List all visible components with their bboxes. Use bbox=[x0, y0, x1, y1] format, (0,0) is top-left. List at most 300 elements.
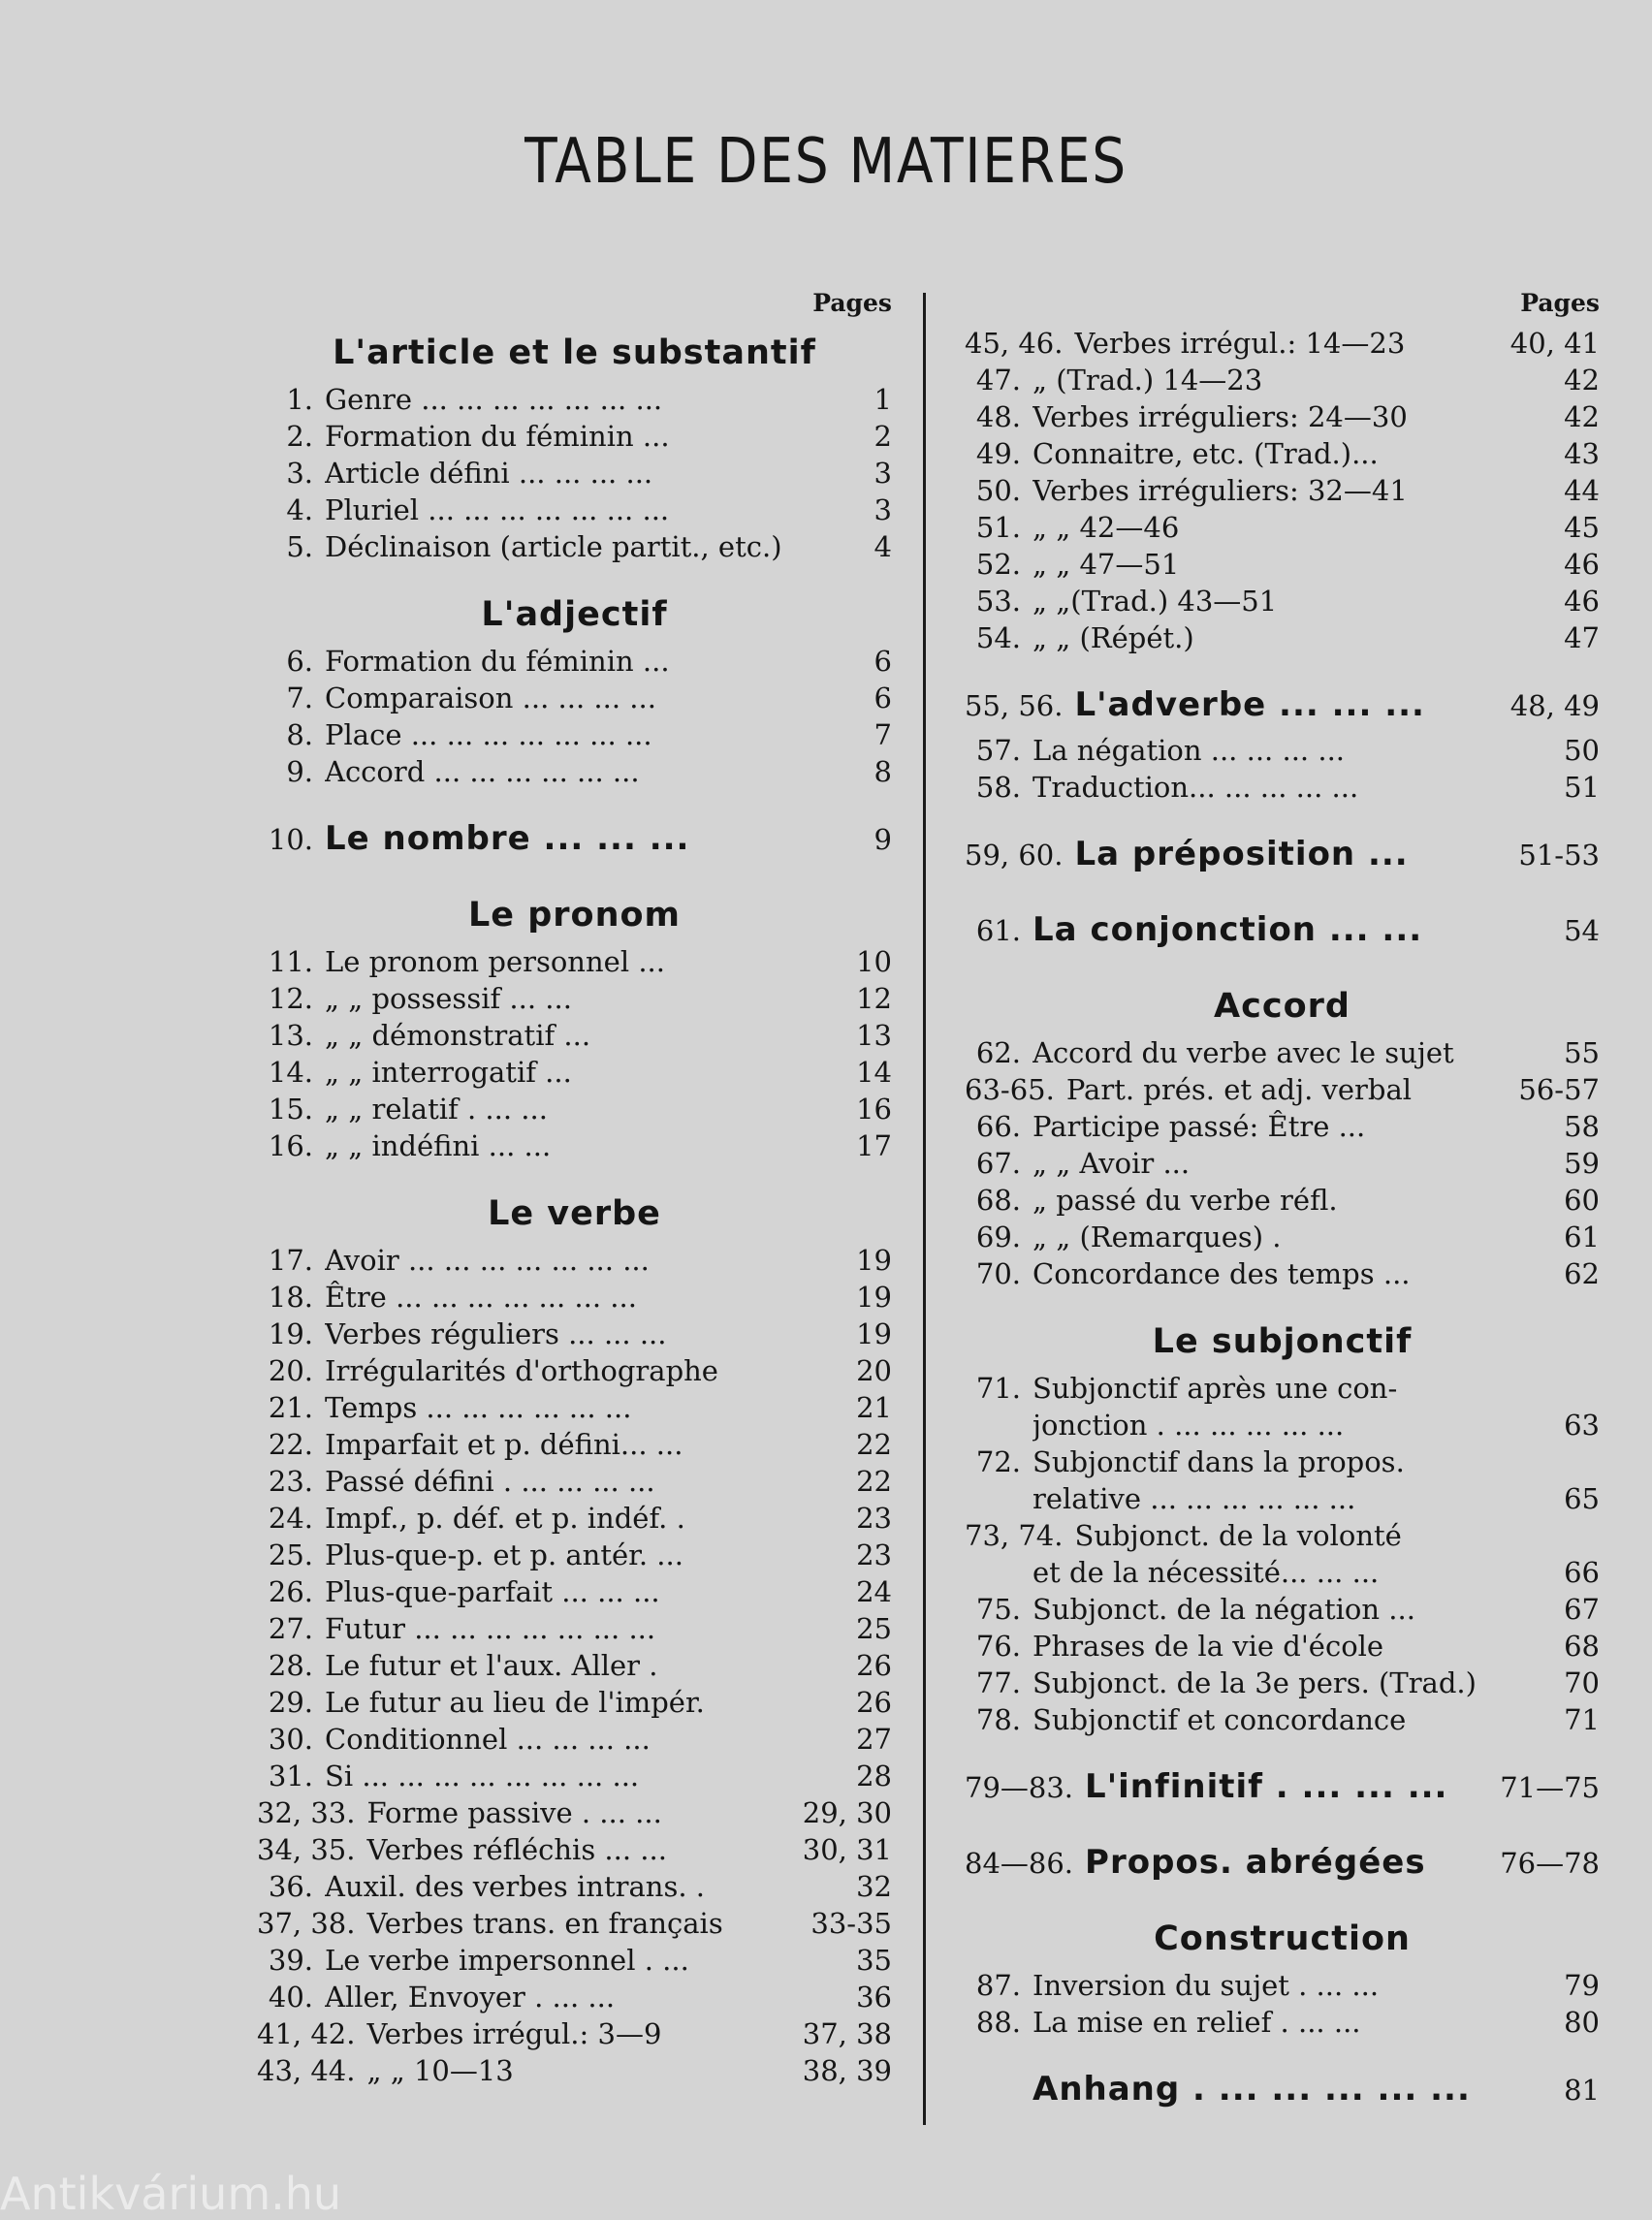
toc-entry[interactable] bbox=[257, 1316, 892, 1352]
entry-page: 14 bbox=[856, 1056, 892, 1089]
entry-title: Passé défini . ... ... ... ... bbox=[325, 1465, 655, 1498]
entry-page: 29, 30 bbox=[802, 1796, 892, 1829]
entry-number: 84—86. bbox=[965, 1847, 1074, 1880]
toc-entry[interactable] bbox=[965, 583, 1600, 619]
toc-entry[interactable] bbox=[257, 716, 892, 753]
entry-page: 42 bbox=[1564, 400, 1600, 433]
entry-number: 15. bbox=[268, 1093, 313, 1126]
toc-entry[interactable] bbox=[257, 1500, 892, 1537]
entry-number: 6. bbox=[286, 645, 313, 678]
entry-number: 47. bbox=[975, 364, 1021, 396]
entry-title: L'adverbe ... ... ... bbox=[1074, 685, 1425, 724]
entry-title: „ „ 47—51 bbox=[1032, 548, 1180, 581]
entry-title: Verbes trans. en français bbox=[366, 1907, 723, 1940]
entry-title: Phrases de la vie d'école bbox=[1032, 1630, 1384, 1663]
entry-title: relative ... ... ... ... ... ... bbox=[1032, 1482, 1356, 1515]
entry-page: 19 bbox=[856, 1317, 892, 1350]
toc-entry[interactable] bbox=[257, 1463, 892, 1500]
entry-title: Avoir ... ... ... ... ... ... ... bbox=[325, 1244, 650, 1277]
entry-title: Déclinaison (article partit., etc.) bbox=[325, 530, 782, 563]
entry-title: Participe passé: Être ... bbox=[1032, 1110, 1366, 1143]
entry-number: 87. bbox=[975, 1969, 1021, 2002]
toc-entry[interactable] bbox=[257, 1647, 892, 1684]
entry-title: Verbes irréguliers: 32—41 bbox=[1032, 474, 1408, 507]
entry-page: 16 bbox=[856, 1093, 892, 1126]
entry-page: 40, 41 bbox=[1509, 327, 1600, 360]
toc-entry[interactable] bbox=[257, 2015, 892, 2052]
entry-page: 21 bbox=[856, 1391, 892, 1424]
entry-page: 22 bbox=[856, 1428, 892, 1461]
entry-number: 20. bbox=[268, 1354, 313, 1387]
toc-entry[interactable] bbox=[257, 1352, 892, 1389]
toc-entry-anhang[interactable] bbox=[965, 2062, 1600, 2116]
entry-title: „ „ relatif . ... ... bbox=[325, 1093, 548, 1126]
entry-title: Si ... ... ... ... ... ... ... ... bbox=[325, 1760, 640, 1792]
toc-entry[interactable] bbox=[257, 1610, 892, 1647]
entry-number: 2. bbox=[286, 420, 313, 453]
entry-page: 80 bbox=[1564, 2006, 1600, 2039]
toc-entry[interactable] bbox=[965, 1628, 1600, 1665]
toc-entry[interactable] bbox=[965, 1370, 1600, 1407]
entry-title: Inversion du sujet . ... ... bbox=[1032, 1969, 1380, 2002]
toc-entry[interactable] bbox=[257, 418, 892, 455]
entry-title: Verbes irréguliers: 24—30 bbox=[1032, 400, 1408, 433]
watermark-text: Antikvárium.hu bbox=[0, 2168, 342, 2220]
entry-title: Le futur et l'aux. Aller . bbox=[325, 1649, 658, 1682]
entry-page: 76—78 bbox=[1500, 1847, 1600, 1880]
entry-page: 19 bbox=[856, 1281, 892, 1314]
toc-entry[interactable] bbox=[257, 1091, 892, 1127]
entry-page: 23 bbox=[856, 1538, 892, 1571]
toc-entry[interactable] bbox=[965, 546, 1600, 583]
entry-page: 30, 31 bbox=[802, 1833, 892, 1866]
entry-number: 72. bbox=[975, 1445, 1021, 1478]
entry-page: 32 bbox=[856, 1870, 892, 1903]
toc-entry[interactable] bbox=[965, 1145, 1600, 1182]
entry-page: 50 bbox=[1564, 734, 1600, 767]
toc-entry[interactable] bbox=[965, 1591, 1600, 1628]
entry-number: 17. bbox=[268, 1244, 313, 1277]
toc-entry[interactable] bbox=[257, 381, 892, 418]
toc-entry[interactable] bbox=[965, 1182, 1600, 1219]
toc-entry[interactable] bbox=[257, 811, 892, 866]
section-heading: Le verbe bbox=[488, 1194, 661, 1233]
toc-entry[interactable] bbox=[257, 1831, 892, 1868]
entry-title: „ „ indéfini ... ... bbox=[325, 1129, 552, 1162]
entry-page: 81 bbox=[1564, 2074, 1600, 2107]
entry-number: 51. bbox=[975, 511, 1021, 544]
toc-left-column bbox=[257, 281, 892, 2089]
entry-page: 51-53 bbox=[1518, 839, 1600, 872]
page-title: TABLE DES MATIERES bbox=[524, 126, 1128, 198]
toc-entry[interactable] bbox=[257, 643, 892, 680]
toc-right-column bbox=[965, 281, 1600, 2116]
entry-page: 24 bbox=[856, 1575, 892, 1608]
toc-entry[interactable] bbox=[257, 1794, 892, 1831]
toc-entry[interactable] bbox=[257, 1979, 892, 2015]
entry-page: 70 bbox=[1564, 1666, 1600, 1699]
section-heading: Accord bbox=[1214, 987, 1350, 1026]
pages-header-right: Pages bbox=[1520, 289, 1600, 317]
section-heading: Construction bbox=[1154, 1919, 1411, 1958]
entry-title: Verbes réguliers ... ... ... bbox=[325, 1317, 667, 1350]
entry-page: 3 bbox=[874, 457, 892, 490]
entry-title: Formation du féminin ... bbox=[325, 645, 670, 678]
entry-page: 48, 49 bbox=[1509, 689, 1600, 722]
entry-number: 71. bbox=[975, 1372, 1021, 1405]
entry-page: 6 bbox=[874, 645, 892, 678]
entry-number: 40. bbox=[268, 1981, 313, 2014]
toc-entry[interactable] bbox=[257, 1279, 892, 1316]
entry-title: et de la nécessité... ... ... bbox=[1032, 1556, 1380, 1589]
entry-page: 58 bbox=[1564, 1110, 1600, 1143]
entry-page: 9 bbox=[874, 823, 892, 856]
toc-entry[interactable] bbox=[965, 1701, 1600, 1738]
entry-number: 61. bbox=[975, 914, 1021, 947]
entry-title: Propos. abrégées bbox=[1085, 1843, 1426, 1882]
toc-entry-continued[interactable] bbox=[965, 1480, 1600, 1517]
toc-entry[interactable] bbox=[965, 732, 1600, 769]
entry-page: 56-57 bbox=[1518, 1073, 1600, 1106]
entry-number: 31. bbox=[268, 1760, 313, 1792]
entry-title: La préposition ... bbox=[1074, 835, 1409, 873]
entry-title: „ „ Avoir ... bbox=[1032, 1147, 1191, 1180]
entry-number: 75. bbox=[975, 1593, 1021, 1626]
entry-number: 45, 46. bbox=[965, 327, 1064, 360]
entry-page: 47 bbox=[1564, 621, 1600, 654]
entry-title: Impf., p. déf. et p. indéf. . bbox=[325, 1502, 685, 1535]
entry-page: 10 bbox=[856, 945, 892, 978]
entry-title: Pluriel ... ... ... ... ... ... ... bbox=[325, 493, 670, 526]
entry-title: „ „ interrogatif ... bbox=[325, 1056, 572, 1089]
entry-number: 29. bbox=[268, 1686, 313, 1719]
entry-page: 4 bbox=[874, 530, 892, 563]
entry-number: 27. bbox=[268, 1612, 313, 1645]
entry-number: 79—83. bbox=[965, 1771, 1074, 1804]
entry-number: 53. bbox=[975, 585, 1021, 618]
section-heading: Le subjonctif bbox=[1152, 1322, 1413, 1361]
column-divider bbox=[923, 293, 926, 2125]
toc-entry[interactable] bbox=[965, 325, 1600, 362]
entry-page: 59 bbox=[1564, 1147, 1600, 1180]
entry-number: 76. bbox=[975, 1630, 1021, 1663]
entry-number: 14. bbox=[268, 1056, 313, 1089]
entry-page: 55 bbox=[1564, 1036, 1600, 1069]
toc-entry[interactable] bbox=[965, 362, 1600, 398]
toc-entry-continued[interactable] bbox=[965, 1407, 1600, 1443]
entry-page: 44 bbox=[1564, 474, 1600, 507]
section-heading: Le pronom bbox=[467, 896, 682, 935]
entry-page: 2 bbox=[874, 420, 892, 453]
entry-number: 13. bbox=[268, 1019, 313, 1052]
toc-entry[interactable] bbox=[965, 769, 1600, 806]
entry-page: 17 bbox=[856, 1129, 892, 1162]
entry-title: Le nombre ... ... ... bbox=[325, 819, 690, 858]
entry-title: Place ... ... ... ... ... ... ... bbox=[325, 718, 652, 751]
entry-title: Aller, Envoyer . ... ... bbox=[325, 1981, 616, 2014]
toc-entry[interactable] bbox=[965, 435, 1600, 472]
entry-number: 48. bbox=[975, 400, 1021, 433]
entry-page: 36 bbox=[856, 1981, 892, 2014]
toc-entry[interactable] bbox=[965, 2004, 1600, 2041]
toc-entry[interactable] bbox=[257, 1684, 892, 1721]
section-heading: L'article et le substantif bbox=[333, 333, 816, 372]
toc-entry[interactable] bbox=[965, 1108, 1600, 1145]
toc-entry[interactable] bbox=[257, 1054, 892, 1091]
entry-number: 24. bbox=[268, 1502, 313, 1535]
entry-number: 88. bbox=[975, 2006, 1021, 2039]
entry-number: 25. bbox=[268, 1538, 313, 1571]
entry-page: 37, 38 bbox=[802, 2017, 892, 2050]
entry-page: 67 bbox=[1564, 1593, 1600, 1626]
entry-title: „ „ 10—13 bbox=[366, 2054, 514, 2087]
toc-entry[interactable] bbox=[965, 1071, 1600, 1108]
entry-title: „ „(Trad.) 43—51 bbox=[1032, 585, 1278, 618]
toc-entry[interactable] bbox=[965, 1967, 1600, 2004]
toc-entry[interactable] bbox=[257, 1017, 892, 1054]
entry-title: Traduction... ... ... ... ... bbox=[1032, 771, 1359, 804]
entry-page: 1 bbox=[874, 383, 892, 416]
toc-entry[interactable] bbox=[965, 1760, 1600, 1814]
entry-title: Connaitre, etc. (Trad.)... bbox=[1032, 437, 1379, 470]
entry-title: Auxil. des verbes intrans. . bbox=[325, 1870, 705, 1903]
entry-page: 60 bbox=[1564, 1184, 1600, 1217]
entry-title: „ (Trad.) 14—23 bbox=[1032, 364, 1263, 396]
entry-title: Plus-que-p. et p. antér. ... bbox=[325, 1538, 683, 1571]
entry-title: Le futur au lieu de l'impér. bbox=[325, 1686, 705, 1719]
entry-page: 38, 39 bbox=[802, 2054, 892, 2087]
entry-page: 3 bbox=[874, 493, 892, 526]
entry-title: Subjonctif après une con- bbox=[1032, 1372, 1398, 1405]
entry-title: Genre ... ... ... ... ... ... ... bbox=[325, 383, 663, 416]
toc-entry[interactable] bbox=[965, 509, 1600, 546]
entry-title: „ „ 42—46 bbox=[1032, 511, 1180, 544]
entry-number: 10. bbox=[268, 823, 313, 856]
entry-number: 30. bbox=[268, 1723, 313, 1756]
entry-number: 37, 38. bbox=[257, 1907, 356, 1940]
toc-entry[interactable] bbox=[965, 678, 1600, 732]
entry-title: Conditionnel ... ... ... ... bbox=[325, 1723, 651, 1756]
entry-number: 19. bbox=[268, 1317, 313, 1350]
toc-entry[interactable] bbox=[965, 1665, 1600, 1701]
entry-page: 79 bbox=[1564, 1969, 1600, 2002]
entry-number: 70. bbox=[975, 1257, 1021, 1290]
entry-number: 3. bbox=[286, 457, 313, 490]
toc-entry[interactable] bbox=[257, 980, 892, 1017]
entry-title: jonction . ... ... ... ... ... bbox=[1032, 1409, 1345, 1442]
toc-entry[interactable] bbox=[257, 1758, 892, 1794]
entry-title: La mise en relief . ... ... bbox=[1032, 2006, 1361, 2039]
entry-title: Subjonctif et concordance bbox=[1032, 1703, 1407, 1736]
toc-entry[interactable] bbox=[257, 1868, 892, 1905]
entry-title: Forme passive . ... ... bbox=[366, 1796, 662, 1829]
entry-title: L'infinitif . ... ... ... bbox=[1085, 1767, 1448, 1806]
toc-entry[interactable] bbox=[257, 1242, 892, 1279]
toc-entry[interactable] bbox=[965, 1255, 1600, 1292]
entry-title: Comparaison ... ... ... ... bbox=[325, 682, 656, 714]
entry-number: 59, 60. bbox=[965, 839, 1064, 872]
toc-entry[interactable] bbox=[965, 1034, 1600, 1071]
toc-entry[interactable] bbox=[257, 680, 892, 716]
entry-page: 71 bbox=[1564, 1703, 1600, 1736]
entry-number: 28. bbox=[268, 1649, 313, 1682]
entry-number: 22. bbox=[268, 1428, 313, 1461]
entry-title: „ „ (Répét.) bbox=[1032, 621, 1194, 654]
entry-number: 78. bbox=[975, 1703, 1021, 1736]
entry-title: La négation ... ... ... ... bbox=[1032, 734, 1346, 767]
toc-entry[interactable] bbox=[257, 753, 892, 790]
entry-number: 57. bbox=[975, 734, 1021, 767]
entry-page: 28 bbox=[856, 1760, 892, 1792]
entry-page: 26 bbox=[856, 1649, 892, 1682]
entry-number: 18. bbox=[268, 1281, 313, 1314]
entry-title: Subjonct. de la 3e pers. (Trad.) bbox=[1032, 1666, 1477, 1699]
entry-page: 63 bbox=[1564, 1409, 1600, 1442]
entry-page: 8 bbox=[874, 755, 892, 788]
entry-title: Part. prés. et adj. verbal bbox=[1065, 1073, 1413, 1106]
entry-title: Plus-que-parfait ... ... ... bbox=[325, 1575, 660, 1608]
entry-number: 50. bbox=[975, 474, 1021, 507]
entry-number: 23. bbox=[268, 1465, 313, 1498]
entry-page: 35 bbox=[856, 1944, 892, 1977]
toc-entry[interactable] bbox=[257, 1721, 892, 1758]
entry-title: Formation du féminin ... bbox=[325, 420, 670, 453]
toc-entry[interactable] bbox=[965, 472, 1600, 509]
entry-number: 21. bbox=[268, 1391, 313, 1424]
entry-number: 41, 42. bbox=[257, 2017, 356, 2050]
toc-entry[interactable] bbox=[965, 1219, 1600, 1255]
entry-title: Subjonct. de la négation ... bbox=[1032, 1593, 1415, 1626]
entry-page: 26 bbox=[856, 1686, 892, 1719]
entry-title: Subjonctif dans la propos. bbox=[1032, 1445, 1405, 1478]
entry-number: 26. bbox=[268, 1575, 313, 1608]
entry-number: 11. bbox=[268, 945, 313, 978]
entry-page: 12 bbox=[856, 982, 892, 1015]
entry-page: 20 bbox=[856, 1354, 892, 1387]
entry-number: 9. bbox=[286, 755, 313, 788]
entry-number: 63-65. bbox=[965, 1073, 1055, 1106]
toc-entry[interactable] bbox=[257, 1537, 892, 1573]
toc-entry[interactable] bbox=[257, 1573, 892, 1610]
entry-title: Temps ... ... ... ... ... ... bbox=[325, 1391, 632, 1424]
entry-number: 1. bbox=[286, 383, 313, 416]
entry-page: 51 bbox=[1564, 771, 1600, 804]
toc-entry[interactable] bbox=[257, 455, 892, 492]
entry-title: Article défini ... ... ... ... bbox=[325, 457, 653, 490]
entry-number: 66. bbox=[975, 1110, 1021, 1143]
toc-entry[interactable] bbox=[257, 943, 892, 980]
entry-title: Le verbe impersonnel . ... bbox=[325, 1944, 689, 1977]
entry-number: 12. bbox=[268, 982, 313, 1015]
toc-entry[interactable] bbox=[257, 1127, 892, 1164]
entry-title: „ „ (Remarques) . bbox=[1032, 1221, 1282, 1253]
entry-number: 5. bbox=[286, 530, 313, 563]
entry-page: 23 bbox=[856, 1502, 892, 1535]
pages-header-left: Pages bbox=[812, 289, 892, 317]
entry-number: 54. bbox=[975, 621, 1021, 654]
toc-entry-continued[interactable] bbox=[965, 1554, 1600, 1591]
entry-page: 61 bbox=[1564, 1221, 1600, 1253]
entry-number: 49. bbox=[975, 437, 1021, 470]
entry-page: 25 bbox=[856, 1612, 892, 1645]
entry-number: 73, 74. bbox=[965, 1519, 1064, 1552]
toc-entry[interactable] bbox=[257, 1426, 892, 1463]
entry-title: Accord ... ... ... ... ... ... bbox=[325, 755, 640, 788]
toc-entry[interactable] bbox=[257, 1389, 892, 1426]
entry-number: 58. bbox=[975, 771, 1021, 804]
entry-number: 77. bbox=[975, 1666, 1021, 1699]
entry-title: Imparfait et p. défini... ... bbox=[325, 1428, 683, 1461]
entry-page: 19 bbox=[856, 1244, 892, 1277]
entry-page: 13 bbox=[856, 1019, 892, 1052]
toc-entry[interactable] bbox=[257, 2052, 892, 2089]
entry-number: 16. bbox=[268, 1129, 313, 1162]
entry-page: 46 bbox=[1564, 585, 1600, 618]
section-heading: L'adjectif bbox=[481, 595, 668, 634]
entry-title: Le pronom personnel ... bbox=[325, 945, 665, 978]
toc-entry[interactable] bbox=[965, 1517, 1600, 1554]
entry-page: 42 bbox=[1564, 364, 1600, 396]
toc-entry[interactable] bbox=[965, 903, 1600, 957]
entry-number: 43, 44. bbox=[257, 2054, 356, 2087]
toc-entry[interactable] bbox=[965, 619, 1600, 656]
entry-title: Accord du verbe avec le sujet bbox=[1032, 1036, 1454, 1069]
entry-page: 7 bbox=[874, 718, 892, 751]
entry-number: 39. bbox=[268, 1944, 313, 1977]
entry-number: 34, 35. bbox=[257, 1833, 356, 1866]
entry-title: Irrégularités d'orthographe bbox=[325, 1354, 718, 1387]
entry-number: 62. bbox=[975, 1036, 1021, 1069]
toc-entry[interactable] bbox=[965, 827, 1600, 881]
entry-number: 68. bbox=[975, 1184, 1021, 1217]
entry-number: 32, 33. bbox=[257, 1796, 356, 1829]
entry-number: 8. bbox=[286, 718, 313, 751]
entry-page: 71—75 bbox=[1500, 1771, 1600, 1804]
entry-number: 55, 56. bbox=[965, 689, 1064, 722]
entry-number: 67. bbox=[975, 1147, 1021, 1180]
entry-title: Être ... ... ... ... ... ... ... bbox=[325, 1281, 637, 1314]
entry-page: 22 bbox=[856, 1465, 892, 1498]
entry-page: 54 bbox=[1564, 914, 1600, 947]
entry-title: Verbes irrégul.: 14—23 bbox=[1074, 327, 1406, 360]
entry-number: 36. bbox=[268, 1870, 313, 1903]
entry-page: 6 bbox=[874, 682, 892, 714]
toc-entry[interactable] bbox=[965, 1443, 1600, 1480]
toc-entry[interactable] bbox=[257, 528, 892, 565]
entry-page: 27 bbox=[856, 1723, 892, 1756]
entry-title: Anhang . ... ... ... ... ... bbox=[1032, 2070, 1471, 2109]
toc-entry[interactable] bbox=[257, 1942, 892, 1979]
entry-title: La conjonction ... ... bbox=[1032, 910, 1423, 949]
entry-title: Verbes réfléchis ... ... bbox=[366, 1833, 667, 1866]
entry-number: 69. bbox=[975, 1221, 1021, 1253]
entry-page: 33-35 bbox=[810, 1907, 892, 1940]
toc-entry[interactable] bbox=[965, 1835, 1600, 1889]
toc-entry[interactable] bbox=[257, 492, 892, 528]
entry-number: 52. bbox=[975, 548, 1021, 581]
entry-number: 7. bbox=[286, 682, 313, 714]
entry-title: Concordance des temps ... bbox=[1032, 1257, 1411, 1290]
toc-entry[interactable] bbox=[257, 1905, 892, 1942]
entry-page: 66 bbox=[1564, 1556, 1600, 1589]
entry-page: 46 bbox=[1564, 548, 1600, 581]
entry-page: 65 bbox=[1564, 1482, 1600, 1515]
toc-entry[interactable] bbox=[965, 398, 1600, 435]
entry-title: „ passé du verbe réfl. bbox=[1032, 1184, 1338, 1217]
entry-title: „ „ possessif ... ... bbox=[325, 982, 572, 1015]
entry-title: Futur ... ... ... ... ... ... ... bbox=[325, 1612, 656, 1645]
entry-title: Subjonct. de la volonté bbox=[1074, 1519, 1402, 1552]
